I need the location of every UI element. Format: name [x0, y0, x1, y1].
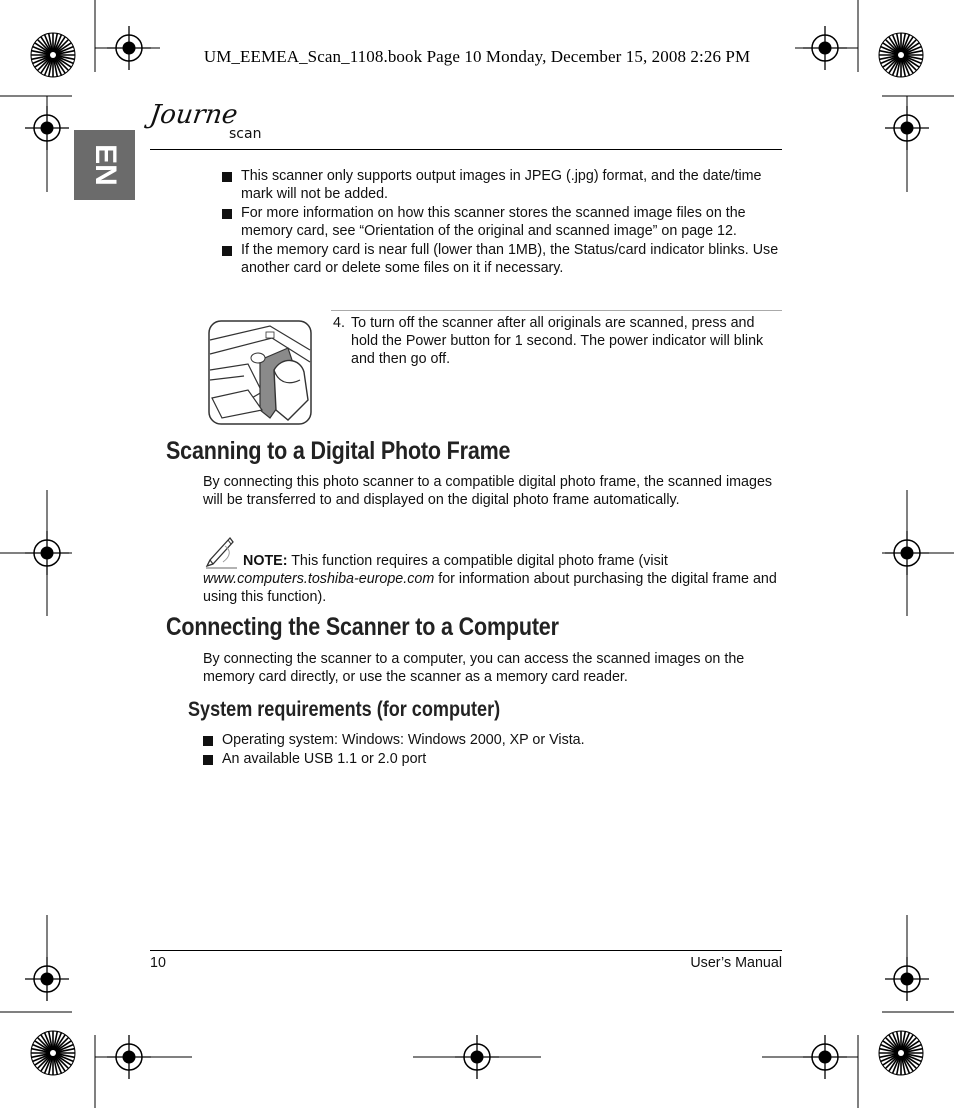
bullet-square-icon — [222, 172, 232, 182]
footer-title: User’s Manual — [690, 955, 782, 971]
requirements-list — [203, 732, 763, 771]
note-link[interactable]: www.computers.toshiba-europe.com — [203, 570, 435, 587]
list-item: If the memory card is near full (lower than 1MB), the Status/card indicator blinks. Use another card or delete some files on it if necessary. — [222, 242, 782, 278]
step-text: To turn off the scanner after all originals are scanned, press and hold the Power button for 1 second. The power indicator will blink and then go off. — [351, 315, 764, 367]
logo-script: Journe — [147, 100, 240, 130]
print-slug: UM_EEMEA_Scan_1108.book Page 10 Monday, December 15, 2008 2:26 PM — [203, 47, 751, 66]
logo-word: scan — [229, 126, 262, 142]
list-item: An available USB 1.1 or 2.0 port — [203, 751, 763, 769]
section-heading-photo-frame: Scanning to a Digital Photo Frame — [166, 437, 511, 465]
list-item: For more information on how this scanner stores the scanned image files on the memory card, see “Orientation of the original and scanned image” on page 12. — [222, 205, 782, 241]
photo-frame-paragraph: By connecting this photo scanner to a compatible digital photo frame, the scanned images will be transferred to and displayed on the digital photo frame automatically. — [203, 474, 773, 508]
bullet-square-icon — [222, 209, 232, 219]
list-item: Operating system: Windows: Windows 2000, XP or Vista. — [203, 732, 763, 750]
list-item: This scanner only supports output images in JPEG (.jpg) format, and the date/time mark will not be added. — [222, 168, 782, 204]
note-label: NOTE: — [243, 553, 288, 569]
section-heading-computer: Connecting the Scanner to a Computer — [166, 613, 559, 641]
step-divider — [331, 310, 782, 311]
notes-list — [222, 168, 782, 280]
subheading-system-requirements: System requirements (for computer) — [188, 698, 501, 721]
bullet-square-icon — [203, 736, 213, 746]
bullet-square-icon — [203, 755, 213, 765]
page-number: 10 — [150, 955, 166, 971]
language-tab-label: EN — [88, 144, 122, 186]
step-number: 4. — [333, 315, 345, 331]
note-text: This function requires a compatible digital photo frame (visit — [291, 553, 668, 569]
note-text-continued: for information about purchasing the digital frame and using this function). — [203, 570, 777, 605]
header-rule — [150, 149, 782, 150]
bullet-square-icon — [222, 246, 232, 256]
step-4 — [333, 315, 782, 368]
language-tab — [74, 130, 135, 200]
power-button-illustration — [208, 320, 312, 425]
computer-paragraph: By connecting the scanner to a computer, you can access the scanned images on the memory card directly, or use the scanner as a memory card reader. — [203, 651, 745, 685]
note-block — [203, 553, 783, 606]
footer-rule — [150, 950, 782, 951]
